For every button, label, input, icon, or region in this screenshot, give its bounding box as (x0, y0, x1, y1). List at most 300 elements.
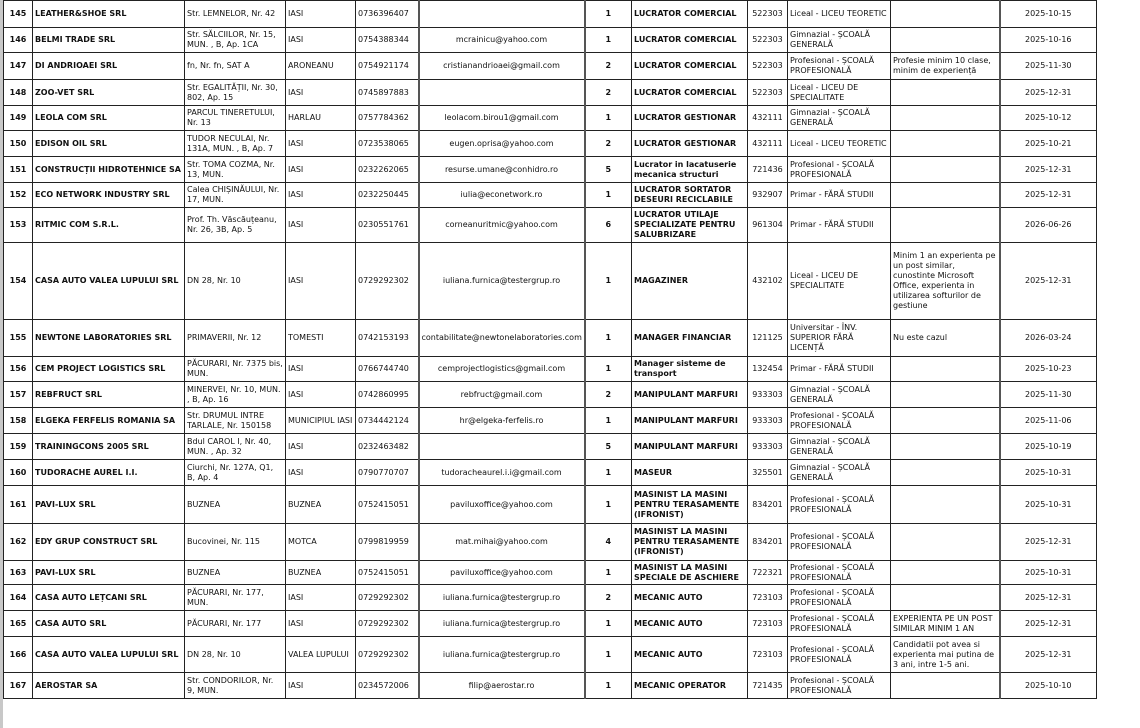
employer-name: CASA AUTO SRL (33, 611, 185, 637)
job-title: LUCRATOR COMERCIAL (632, 28, 748, 53)
locality: MOTCA (286, 524, 356, 561)
studies-level: Profesional - ȘCOALĂ PROFESIONALĂ (788, 486, 891, 524)
email: iuliana.furnica@testergrup.ro (419, 243, 585, 320)
address: DN 28, Nr. 10 (185, 243, 286, 320)
job-title: LUCRATOR COMERCIAL (632, 80, 748, 106)
locality: IASI (286, 208, 356, 243)
locality: IASI (286, 28, 356, 53)
cor-code: 722321 (748, 561, 788, 585)
address: PARCUL TINERETULUI, Nr. 13 (185, 106, 286, 131)
employer-name: LEOLA COM SRL (33, 106, 185, 131)
address: BUZNEA (185, 486, 286, 524)
phone: 0742860995 (356, 382, 419, 408)
positions-count: 2 (585, 53, 632, 80)
requirements (891, 208, 1000, 243)
row-number: 151 (4, 157, 33, 183)
email: iuliana.furnica@testergrup.ro (419, 611, 585, 637)
requirements (891, 131, 1000, 157)
locality: IASI (286, 585, 356, 611)
employer-name: EDY GRUP CONSTRUCT SRL (33, 524, 185, 561)
requirements (891, 157, 1000, 183)
job-title: MANAGER FINANCIAR (632, 320, 748, 357)
expiry-date: 2025-12-31 (1000, 611, 1097, 637)
expiry-date: 2025-11-30 (1000, 53, 1097, 80)
cor-code: 933303 (748, 434, 788, 460)
positions-count: 1 (585, 28, 632, 53)
cor-code: 721435 (748, 673, 788, 699)
studies-level: Liceal - LICEU DE SPECIALITATE (788, 80, 891, 106)
row-number: 166 (4, 637, 33, 673)
document-page (3, 0, 1096, 699)
employer-name: AEROSTAR SA (33, 673, 185, 699)
address: PĂCURARI, Nr. 7375 bis, MUN. (185, 357, 286, 382)
phone: 0799819959 (356, 524, 419, 561)
cor-code: 933303 (748, 382, 788, 408)
employer-name: EDISON OIL SRL (33, 131, 185, 157)
employer-name: CASA AUTO VALEA LUPULUI SRL (33, 637, 185, 673)
phone: 0742153193 (356, 320, 419, 357)
email: contabilitate@newtonelaboratories.com (419, 320, 585, 357)
address: PĂCURARI, Nr. 177, MUN. (185, 585, 286, 611)
table-row (4, 243, 1097, 320)
expiry-date: 2025-10-31 (1000, 486, 1097, 524)
row-number: 147 (4, 53, 33, 80)
email: rebfruct@gmail.com (419, 382, 585, 408)
table-row (4, 183, 1097, 208)
job-title: LUCRATOR COMERCIAL (632, 53, 748, 80)
job-title: LUCRATOR COMERCIAL (632, 1, 748, 28)
studies-level: Primar - FĂRĂ STUDII (788, 208, 891, 243)
studies-level: Profesional - ȘCOALĂ PROFESIONALĂ (788, 561, 891, 585)
cor-code: 961304 (748, 208, 788, 243)
email: hr@elgeka-ferfelis.ro (419, 408, 585, 434)
email: iulia@econetwork.ro (419, 183, 585, 208)
cor-code: 432102 (748, 243, 788, 320)
employer-name: RITMIC COM S.R.L. (33, 208, 185, 243)
locality: IASI (286, 611, 356, 637)
table-row (4, 561, 1097, 585)
studies-level: Gimnazial - ȘCOALĂ GENERALĂ (788, 106, 891, 131)
row-number: 146 (4, 28, 33, 53)
phone: 0234572006 (356, 673, 419, 699)
row-number: 161 (4, 486, 33, 524)
expiry-date: 2025-12-31 (1000, 585, 1097, 611)
phone: 0752415051 (356, 486, 419, 524)
studies-level: Universitar - ÎNV. SUPERIOR FĂRĂ LICENȚĂ (788, 320, 891, 357)
positions-count: 1 (585, 243, 632, 320)
job-title: MASINIST LA MASINI PENTRU TERASAMENTE (IFRONIST) (632, 486, 748, 524)
requirements (891, 357, 1000, 382)
expiry-date: 2025-12-31 (1000, 637, 1097, 673)
job-title: Manager sisteme de transport (632, 357, 748, 382)
studies-level: Profesional - ȘCOALĂ PROFESIONALĂ (788, 408, 891, 434)
table-row (4, 460, 1097, 486)
job-title: MECANIC AUTO (632, 637, 748, 673)
studies-level: Profesional - ȘCOALĂ PROFESIONALĂ (788, 673, 891, 699)
job-title: LUCRATOR GESTIONAR (632, 131, 748, 157)
expiry-date: 2025-12-31 (1000, 183, 1097, 208)
phone: 0754388344 (356, 28, 419, 53)
studies-level: Profesional - ȘCOALĂ PROFESIONALĂ (788, 53, 891, 80)
row-number: 153 (4, 208, 33, 243)
positions-count: 1 (585, 611, 632, 637)
table-row (4, 611, 1097, 637)
cor-code: 325501 (748, 460, 788, 486)
locality: HARLAU (286, 106, 356, 131)
positions-count: 2 (585, 382, 632, 408)
studies-level: Gimnazial - ȘCOALĂ GENERALĂ (788, 382, 891, 408)
table-row (4, 1, 1097, 28)
address: TUDOR NECULAI, Nr. 131A, MUN. , B, Ap. 7 (185, 131, 286, 157)
employer-name: CASA AUTO LEȚCANI SRL (33, 585, 185, 611)
address: Ciurchi, Nr. 127A, Q1, B, Ap. 4 (185, 460, 286, 486)
address: Calea CHIȘINĂULUI, Nr. 17, MUN. (185, 183, 286, 208)
row-number: 157 (4, 382, 33, 408)
requirements (891, 486, 1000, 524)
address: Prof. Th. Văscăuțeanu, Nr. 26, 3B, Ap. 5 (185, 208, 286, 243)
table-row (4, 524, 1097, 561)
address: PRIMAVERII, Nr. 12 (185, 320, 286, 357)
email: eugen.oprisa@yahoo.com (419, 131, 585, 157)
row-number: 150 (4, 131, 33, 157)
cor-code: 121125 (748, 320, 788, 357)
studies-level: Liceal - LICEU TEORETIC (788, 131, 891, 157)
requirements (891, 1, 1000, 28)
job-title: LUCRATOR UTILAJE SPECIALIZATE PENTRU SALUBRIZARE (632, 208, 748, 243)
requirements: Candidatii pot avea si experienta mai putina de 3 ani, intre 1-5 ani. (891, 637, 1000, 673)
address: Str. DRUMUL INTRE TARLALE, Nr. 150158 (185, 408, 286, 434)
phone: 0230551761 (356, 208, 419, 243)
email (419, 434, 585, 460)
locality: TOMESTI (286, 320, 356, 357)
studies-level: Primar - FĂRĂ STUDII (788, 357, 891, 382)
phone: 0754921174 (356, 53, 419, 80)
address: DN 28, Nr. 10 (185, 637, 286, 673)
table-row (4, 28, 1097, 53)
positions-count: 1 (585, 1, 632, 28)
phone: 0729292302 (356, 243, 419, 320)
phone: 0232262065 (356, 157, 419, 183)
positions-count: 2 (585, 131, 632, 157)
address: Str. LEMNELOR, Nr. 42 (185, 1, 286, 28)
locality: BUZNEA (286, 561, 356, 585)
row-number: 145 (4, 1, 33, 28)
address: MINERVEI, Nr. 10, MUN. , B, Ap. 16 (185, 382, 286, 408)
table-row (4, 320, 1097, 357)
table-row (4, 208, 1097, 243)
locality: IASI (286, 673, 356, 699)
job-title: MANIPULANT MARFURI (632, 382, 748, 408)
positions-count: 5 (585, 157, 632, 183)
cor-code: 933303 (748, 408, 788, 434)
employer-name: ECO NETWORK INDUSTRY SRL (33, 183, 185, 208)
positions-count: 1 (585, 357, 632, 382)
job-title: LUCRATOR GESTIONAR (632, 106, 748, 131)
requirements (891, 183, 1000, 208)
table-row (4, 106, 1097, 131)
requirements (891, 585, 1000, 611)
table-row (4, 637, 1097, 673)
table-row (4, 408, 1097, 434)
studies-level: Profesional - ȘCOALĂ PROFESIONALĂ (788, 611, 891, 637)
expiry-date: 2025-10-19 (1000, 434, 1097, 460)
row-number: 156 (4, 357, 33, 382)
cor-code: 432111 (748, 131, 788, 157)
phone: 0757784362 (356, 106, 419, 131)
cor-code: 522303 (748, 80, 788, 106)
row-number: 167 (4, 673, 33, 699)
requirements (891, 524, 1000, 561)
job-title: MAGAZINER (632, 243, 748, 320)
employer-name: DI ANDRIOAEI SRL (33, 53, 185, 80)
phone: 0736396407 (356, 1, 419, 28)
locality: IASI (286, 382, 356, 408)
row-number: 162 (4, 524, 33, 561)
studies-level: Liceal - LICEU TEORETIC (788, 1, 891, 28)
row-number: 160 (4, 460, 33, 486)
address: BUZNEA (185, 561, 286, 585)
employer-name: REBFRUCT SRL (33, 382, 185, 408)
job-title: MASINIST LA MASINI SPECIALE DE ASCHIERE (632, 561, 748, 585)
positions-count: 1 (585, 637, 632, 673)
employer-name: CONSTRUCȚII HIDROTEHNICE SA (33, 157, 185, 183)
row-number: 165 (4, 611, 33, 637)
employer-name: CEM PROJECT LOGISTICS SRL (33, 357, 185, 382)
address: PĂCURARI, Nr. 177 (185, 611, 286, 637)
requirements (891, 28, 1000, 53)
job-title: MECANIC OPERATOR (632, 673, 748, 699)
positions-count: 5 (585, 434, 632, 460)
address: Str. CONDORILOR, Nr. 9, MUN. (185, 673, 286, 699)
studies-level: Profesional - ȘCOALĂ PROFESIONALĂ (788, 157, 891, 183)
studies-level: Primar - FĂRĂ STUDII (788, 183, 891, 208)
cor-code: 721436 (748, 157, 788, 183)
job-title: MASINIST LA MASINI PENTRU TERASAMENTE (IFRONIST) (632, 524, 748, 561)
phone: 0729292302 (356, 637, 419, 673)
row-number: 164 (4, 585, 33, 611)
address: Str. EGALITĂȚII, Nr. 30, 802, Ap. 15 (185, 80, 286, 106)
requirements (891, 408, 1000, 434)
employer-name: ELGEKA FERFELIS ROMANIA SA (33, 408, 185, 434)
address: Bdul CAROL I, Nr. 40, MUN. , Ap. 32 (185, 434, 286, 460)
expiry-date: 2025-10-21 (1000, 131, 1097, 157)
positions-count: 2 (585, 80, 632, 106)
expiry-date: 2025-10-16 (1000, 28, 1097, 53)
expiry-date: 2025-10-31 (1000, 561, 1097, 585)
table-row (4, 585, 1097, 611)
positions-count: 1 (585, 183, 632, 208)
job-vacancies-table (3, 0, 1097, 699)
email: iuliana.furnica@testergrup.ro (419, 585, 585, 611)
studies-level: Gimnazial - ȘCOALĂ GENERALĂ (788, 28, 891, 53)
positions-count: 1 (585, 486, 632, 524)
phone: 0729292302 (356, 611, 419, 637)
cor-code: 432111 (748, 106, 788, 131)
email: mcrainicu@yahoo.com (419, 28, 585, 53)
row-number: 149 (4, 106, 33, 131)
expiry-date: 2025-12-31 (1000, 157, 1097, 183)
positions-count: 2 (585, 585, 632, 611)
table-row (4, 382, 1097, 408)
email: tudoracheaurel.i.i@gmail.com (419, 460, 585, 486)
locality: VALEA LUPULUI (286, 637, 356, 673)
requirements: Minim 1 an experienta pe un post similar, cunostinte Microsoft Office, experienta in utilizarea softurilor de gestiune (891, 243, 1000, 320)
expiry-date: 2025-12-31 (1000, 524, 1097, 561)
expiry-date: 2025-10-10 (1000, 673, 1097, 699)
positions-count: 1 (585, 106, 632, 131)
requirements: Profesie minim 10 clase, minim de experiență (891, 53, 1000, 80)
cor-code: 723103 (748, 585, 788, 611)
phone: 0745897883 (356, 80, 419, 106)
email: corneanuritmic@yahoo.com (419, 208, 585, 243)
employer-name: NEWTONE LABORATORIES SRL (33, 320, 185, 357)
locality: IASI (286, 434, 356, 460)
table-row (4, 157, 1097, 183)
locality: IASI (286, 183, 356, 208)
employer-name: CASA AUTO VALEA LUPULUI SRL (33, 243, 185, 320)
requirements (891, 106, 1000, 131)
locality: BUZNEA (286, 486, 356, 524)
address: Str. SĂLCIILOR, Nr. 15, MUN. , B, Ap. 1CA (185, 28, 286, 53)
studies-level: Gimnazial - ȘCOALĂ GENERALĂ (788, 434, 891, 460)
email: iuliana.furnica@testergrup.ro (419, 637, 585, 673)
locality: IASI (286, 1, 356, 28)
row-number: 158 (4, 408, 33, 434)
cor-code: 932907 (748, 183, 788, 208)
phone: 0232463482 (356, 434, 419, 460)
studies-level: Profesional - ȘCOALĂ PROFESIONALĂ (788, 585, 891, 611)
job-title: MASEUR (632, 460, 748, 486)
employer-name: PAVI-LUX SRL (33, 486, 185, 524)
employer-name: TUDORACHE AUREL I.I. (33, 460, 185, 486)
job-title: MECANIC AUTO (632, 611, 748, 637)
cor-code: 834201 (748, 486, 788, 524)
locality: IASI (286, 243, 356, 320)
row-number: 154 (4, 243, 33, 320)
email (419, 1, 585, 28)
requirements (891, 561, 1000, 585)
positions-count: 1 (585, 673, 632, 699)
cor-code: 723103 (748, 637, 788, 673)
address: Bucovinei, Nr. 115 (185, 524, 286, 561)
cor-code: 522303 (748, 1, 788, 28)
expiry-date: 2026-06-26 (1000, 208, 1097, 243)
locality: MUNICIPIUL IASI (286, 408, 356, 434)
address: fn, Nr. fn, SAT A (185, 53, 286, 80)
cor-code: 132454 (748, 357, 788, 382)
email (419, 80, 585, 106)
job-title: MECANIC AUTO (632, 585, 748, 611)
row-number: 163 (4, 561, 33, 585)
employer-name: PAVI-LUX SRL (33, 561, 185, 585)
job-title: LUCRATOR SORTATOR DESEURI RECICLABILE (632, 183, 748, 208)
table-row (4, 434, 1097, 460)
email: cemprojectlogistics@gmail.com (419, 357, 585, 382)
email: leolacom.birou1@gmail.com (419, 106, 585, 131)
job-title: MANIPULANT MARFURI (632, 408, 748, 434)
employer-name: BELMI TRADE SRL (33, 28, 185, 53)
row-number: 159 (4, 434, 33, 460)
studies-level: Liceal - LICEU DE SPECIALITATE (788, 243, 891, 320)
email: cristianandrioaei@gmail.com (419, 53, 585, 80)
positions-count: 4 (585, 524, 632, 561)
studies-level: Gimnazial - ȘCOALĂ GENERALĂ (788, 460, 891, 486)
locality: IASI (286, 357, 356, 382)
locality: IASI (286, 460, 356, 486)
positions-count: 1 (585, 460, 632, 486)
expiry-date: 2025-11-06 (1000, 408, 1097, 434)
locality: IASI (286, 80, 356, 106)
requirements (891, 460, 1000, 486)
row-number: 152 (4, 183, 33, 208)
expiry-date: 2025-12-31 (1000, 243, 1097, 320)
table-row (4, 80, 1097, 106)
cor-code: 522303 (748, 53, 788, 80)
row-number: 155 (4, 320, 33, 357)
email: resurse.umane@conhidro.ro (419, 157, 585, 183)
phone: 0752415051 (356, 561, 419, 585)
employer-name: ZOO-VET SRL (33, 80, 185, 106)
expiry-date: 2025-10-12 (1000, 106, 1097, 131)
phone: 0232250445 (356, 183, 419, 208)
cor-code: 723103 (748, 611, 788, 637)
phone: 0723538065 (356, 131, 419, 157)
expiry-date: 2025-10-31 (1000, 460, 1097, 486)
email: paviluxoffice@yahoo.com (419, 486, 585, 524)
email: paviluxoffice@yahoo.com (419, 561, 585, 585)
job-title: MANIPULANT MARFURI (632, 434, 748, 460)
studies-level: Profesional - ȘCOALĂ PROFESIONALĂ (788, 637, 891, 673)
expiry-date: 2025-10-15 (1000, 1, 1097, 28)
locality: ARONEANU (286, 53, 356, 80)
phone: 0734442124 (356, 408, 419, 434)
requirements (891, 80, 1000, 106)
employer-name: LEATHER&SHOE SRL (33, 1, 185, 28)
phone: 0729292302 (356, 585, 419, 611)
email: filip@aerostar.ro (419, 673, 585, 699)
positions-count: 1 (585, 408, 632, 434)
studies-level: Profesional - ȘCOALĂ PROFESIONALĂ (788, 524, 891, 561)
expiry-date: 2026-03-24 (1000, 320, 1097, 357)
requirements: EXPERIENTA PE UN POST SIMILAR MINIM 1 AN (891, 611, 1000, 637)
locality: IASI (286, 131, 356, 157)
phone: 0790770707 (356, 460, 419, 486)
positions-count: 1 (585, 320, 632, 357)
expiry-date: 2025-11-30 (1000, 382, 1097, 408)
positions-count: 6 (585, 208, 632, 243)
locality: IASI (286, 157, 356, 183)
table-row (4, 53, 1097, 80)
cor-code: 834201 (748, 524, 788, 561)
expiry-date: 2025-10-23 (1000, 357, 1097, 382)
cor-code: 522303 (748, 28, 788, 53)
row-number: 148 (4, 80, 33, 106)
table-row (4, 131, 1097, 157)
table-row (4, 673, 1097, 699)
address: Str. TOMA COZMA, Nr. 13, MUN. (185, 157, 286, 183)
table-row (4, 357, 1097, 382)
positions-count: 1 (585, 561, 632, 585)
requirements: Nu este cazul (891, 320, 1000, 357)
employer-name: TRAININGCONS 2005 SRL (33, 434, 185, 460)
expiry-date: 2025-12-31 (1000, 80, 1097, 106)
table-row (4, 486, 1097, 524)
requirements (891, 673, 1000, 699)
email: mat.mihai@yahoo.com (419, 524, 585, 561)
job-title: Lucrator in lacatuserie mecanica structuri (632, 157, 748, 183)
requirements (891, 434, 1000, 460)
requirements (891, 382, 1000, 408)
